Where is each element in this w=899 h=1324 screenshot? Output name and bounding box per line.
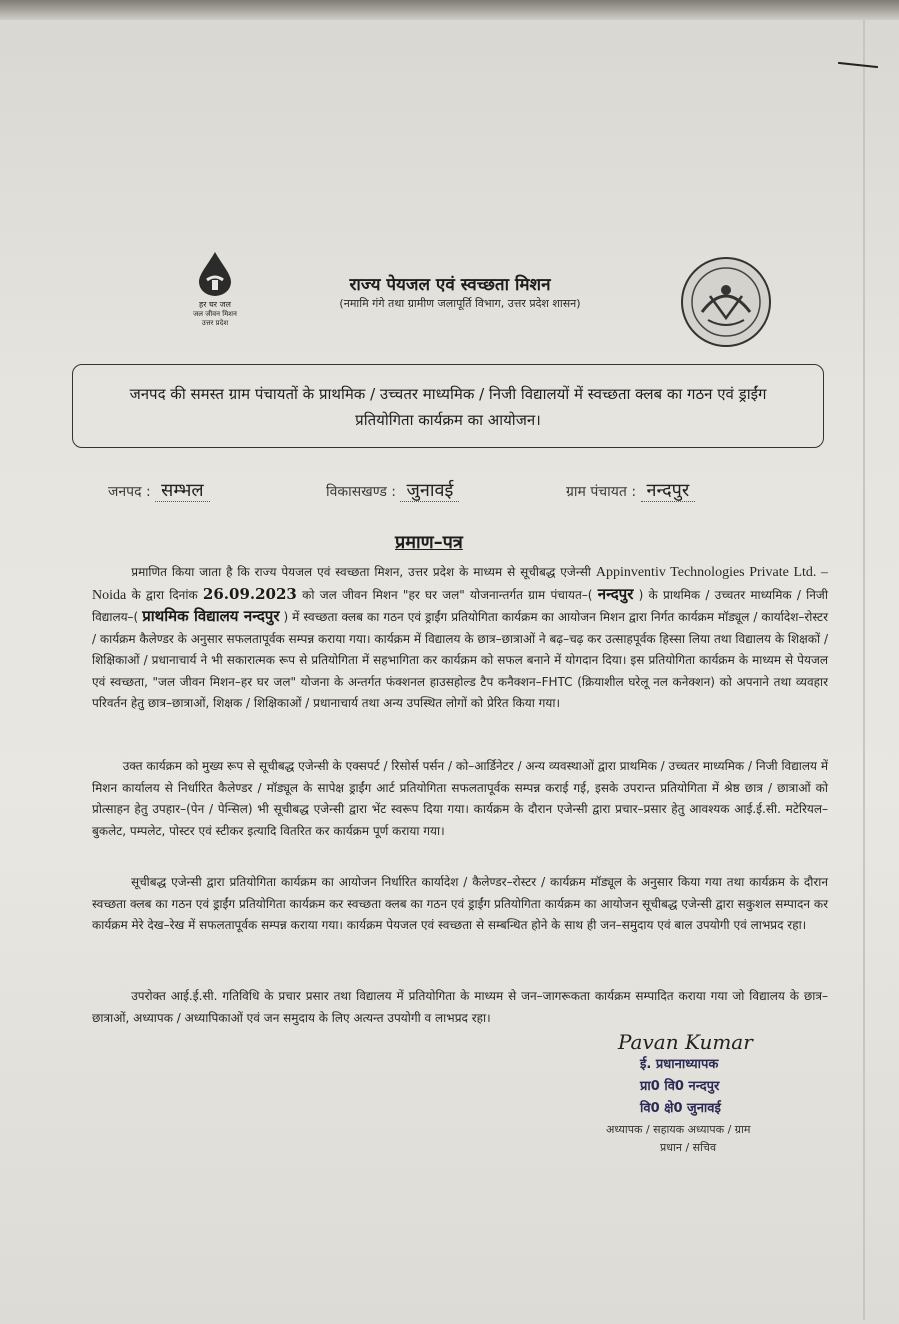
certificate-title: प्रमाण–पत्र (395, 532, 463, 553)
para4-text: उपरोक्त आई.ई.सी. गतिविधि के प्रचार प्रसार तथा विद्यालय में प्रतियोगिता के माध्यम से जन–जागरूकता कार्यक्रम सम्पादित कराया गया जो विद्यालय के छात्र–छात्राओं, अध्यापक / अध्यापिकाओं एवं जन समुदाय के लिए अत्यन्त उपयोगी व लाभप्रद रहा। (92, 989, 828, 1025)
school-name: प्राथमिक विद्यालय नन्दपुर (142, 607, 280, 625)
logo-caption-3: उत्तर प्रदेश (201, 319, 229, 328)
block-label: विकासखण्ड : (326, 484, 397, 500)
para3-text: सूचीबद्ध एजेन्सी द्वारा प्रतियोगिता कार्यक्रम का आयोजन निर्धारित कार्यादेश / कैलेण्डर–रोस्टर / कार्यक्रम मॉड्यूल के अनुसार किया गया तथा कार्यक्रम के दौरान स्वच्छता क्लब का गठन एवं ड्राईंग प्रतियोगिता कार्यक्रम कर स्वच्छता क्लब का गठन एवं ड्राईंग प्रतियोगिता कार्यक्रम का आयोजन सूचीबद्ध एजेन्सी द्वारा सकुशल सम्पादन कर कार्यक्रम मेरे देख–रेख में सफलतापूर्वक सम्पन्न कराया गया। कार्यक्रम पेयजल एवं स्वच्छता से सम्बन्धित होने के साथ ही जन–समुदाय एवं बाल उपयोगी एवं लाभप्रद रहा। (92, 875, 829, 932)
para2-text: उक्त कार्यक्रम को मुख्य रूप से सूचीबद्ध एजेन्सी के एक्सपर्ट / रिसोर्स पर्सन / को–आर्डिनेटर / अन्य व्यवस्थाओं द्वारा प्राथमिक / उच्चतर माध्यमिक / निजी विद्यालय में मिशन कार्यालय से निर्धारित कैलेण्डर / मॉड्यूल के सापेक्ष ड्राईंग आर्ट प्रतियोगिता सफलतापूर्वक सम्पन्न कराई गई, इसके उपरान्त प्रतियोगिता में श्रेष्ठ छात्र / छात्राओं को प्रोत्साहन हेतु उपहार–(पेन / पेन्सिल) भी सूचीबद्ध एजेन्सी द्वारा भेंट स्वरूप दिया गया। कार्यक्रम के दौरान एजेन्सी द्वारा प्रचार–प्रसार हेतु आवश्यक आई.ई.सी. मटेरियल–बुकलेट, पम्पलेट, पोस्टर एवं स्टीकर इत्यादि वितरित कर कार्यक्रम पूर्ण कराया गया। (92, 759, 829, 838)
jal-jeevan-logo (180, 250, 250, 329)
para1-text-a: प्रमाणित किया जाता है कि राज्य पेयजल एवं स्वच्छता मिशन, उत्तर प्रदेश के माध्यम से सूचीबद्ध एजेन्सी (131, 565, 591, 579)
signature-block (600, 1030, 870, 1155)
paragraph-3 (92, 872, 828, 937)
district-field (108, 478, 210, 502)
stamp-line-2: प्रा0 वि0 नन्दपुर (640, 1079, 720, 1094)
para1-text-e: ) में स्वच्छता क्लब का गठन एवं ड्राईंग प्रतियोगिता कार्यक्रम का आयोजन मिशन द्वारा निर्गत कार्यक्रम मॉड्यूल / कार्यादेश–रोस्टर / कार्यक्रम कैलेण्डर के अनुसार सफलतापूर्वक सम्पन्न कराया गया। कार्यक्रम में विद्यालय के छात्र–छात्राओं ने बढ़–चढ़ कर उत्साहपूर्वक हिस्सा लिया तथा विद्यालय के शिक्षकों / शिक्षिकाओं / प्रधानाचार्य ने भी सकारात्मक रूप से प्रतियोगिता में सहभागिता कर कार्यक्रम को सफल बनाने में योगदान दिया। इस प्रतियोगिता कार्यक्रम के माध्यम से पेयजल एवं स्वच्छता, "जल जीवन मिशन–हर घर जल" योजना के अन्तर्गत फंक्शनल हाउसहोल्ड टैप कनैक्शन–FHTC (क्रियाशील घरेलू नल कनेक्शन) को अपनाने तथा व्यवहार परिवर्तन हेतु छात्र–छात्राओं, शिक्षक / शिक्षिकाओं / प्रधानाचार्य तथा अन्य उपस्थित लोगों को प्रेरित किया गया। (92, 610, 828, 710)
para1-text-c: को जल जीवन मिशन "हर घर जल" योजनान्तर्गत ग्राम पंचायत–( (302, 587, 593, 602)
paragraph-2 (92, 756, 828, 842)
handwritten-signature: Pavan Kumar (618, 1030, 753, 1054)
top-fold-shadow (0, 0, 899, 20)
panchayat-value: नन्दपुर (641, 480, 696, 502)
pen-mark (838, 62, 878, 68)
subject-box: जनपद की समस्त ग्राम पंचायतों के प्राथमिक / उच्चतर माध्यमिक / निजी विद्यालयों में स्वच्छता क्लब का गठन एवं ड्राईंग प्रतियोगिता कार्यक्रम का आयोजन। (72, 364, 824, 448)
district-value: सम्भल (155, 480, 209, 502)
designation-line-1: अध्यापक / सहायक अध्यापक / ग्राम (606, 1123, 751, 1136)
district-label: जनपद : (108, 484, 151, 500)
org-subtitle: (नमामि गंगे तथा ग्रामीण जलापूर्ति विभाग, उत्तर प्रदेश शासन) (339, 297, 581, 310)
program-date: 26.09.2023 (202, 584, 297, 603)
block-field (326, 478, 459, 502)
agency-name: Appinventiv Technologies Private Ltd. – Noida (92, 565, 829, 603)
logo-caption-1: हर घर जल (199, 300, 231, 309)
gram-panchayat-name: नन्दपुर (597, 584, 634, 603)
up-government-seal-icon (680, 256, 772, 348)
paragraph-4 (92, 986, 828, 1029)
logo-caption-2: जल जीवन मिशन (193, 310, 237, 319)
para1-text-d: ) के प्राथमिक / उच्चतर माध्यमिक / निजी विद्यालय–( (92, 587, 828, 624)
designation-line-2: प्रधान / सचिव (660, 1141, 717, 1154)
water-drop-icon (195, 250, 235, 296)
panchayat-field (566, 478, 695, 502)
org-title: राज्य पेयजल एवं स्वच्छता मिशन (349, 275, 551, 295)
stamp-line-3: वि0 क्षे0 जुनावई (640, 1101, 721, 1116)
paragraph-1 (92, 562, 828, 715)
stamp-line-1: ई. प्रधानाध्यापक (640, 1057, 719, 1072)
block-value: जुनावई (400, 480, 459, 502)
panchayat-label: ग्राम पंचायत : (566, 484, 637, 500)
para1-text-b: के द्वारा दिनांक (131, 587, 198, 602)
